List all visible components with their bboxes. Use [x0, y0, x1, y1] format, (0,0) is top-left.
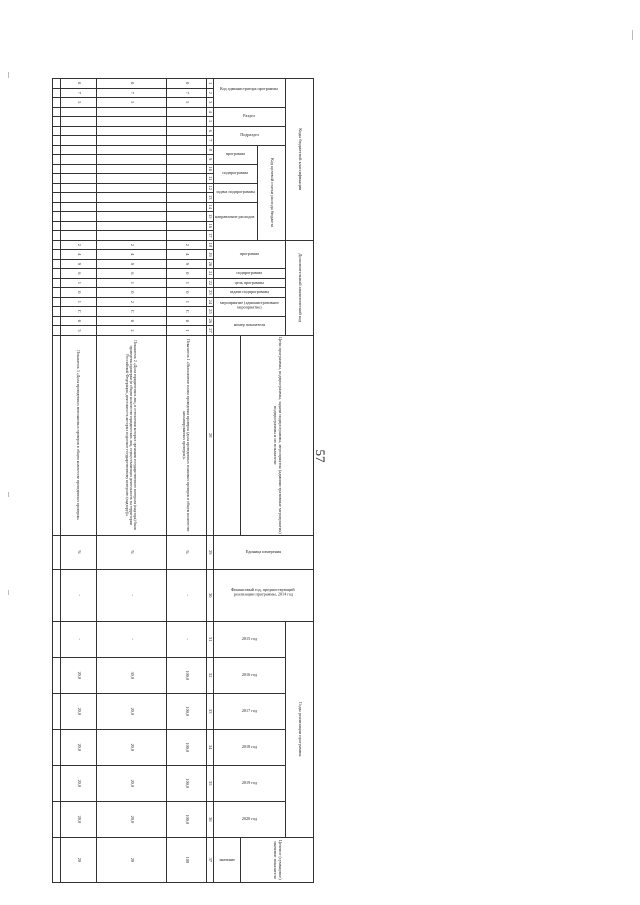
code-digit: 7 — [166, 88, 206, 98]
code-digit — [96, 164, 166, 174]
code-digit: 7 — [96, 88, 166, 98]
value-2020: 100,0 — [166, 801, 206, 837]
hdr-add-program: программа — [213, 240, 285, 269]
unit-cell: % — [60, 535, 96, 569]
table-frame — [76, 78, 314, 880]
code-digit: 0 — [96, 288, 166, 298]
empty-cell — [52, 250, 60, 260]
column-number: 4 — [206, 107, 213, 117]
unit-cell: % — [96, 535, 166, 569]
empty-cell — [52, 164, 60, 174]
code-digit — [96, 126, 166, 136]
column-number: 33 — [206, 693, 213, 729]
hdr-target-article: Код целевой статьи расхода бюджета — [258, 145, 286, 240]
code-digit — [60, 126, 96, 136]
column-number: 11 — [206, 174, 213, 184]
column-number: 24 — [206, 297, 213, 307]
column-number: 16 — [206, 221, 213, 231]
column-number: 13 — [206, 193, 213, 203]
empty-cell — [52, 278, 60, 288]
code-digit: 2 — [96, 240, 166, 250]
code-digit — [96, 117, 166, 127]
empty-cell — [52, 801, 60, 837]
code-digit — [166, 126, 206, 136]
hdr-direction: направление расходов — [213, 202, 257, 240]
column-number: 12 — [206, 183, 213, 193]
code-digit — [96, 193, 166, 203]
scan-speck — [8, 492, 9, 497]
empty-cell — [52, 98, 60, 108]
code-digit — [60, 117, 96, 127]
hdr-task-subprogram: задачи подпрограммы — [213, 288, 285, 298]
code-digit: 0 — [60, 288, 96, 298]
code-digit — [166, 136, 206, 146]
hdr-admin-code: Код администратора программы — [213, 79, 285, 108]
empty-cell — [52, 765, 60, 801]
code-digit: С — [96, 307, 166, 317]
empty-cell — [52, 183, 60, 193]
empty-cell — [52, 126, 60, 136]
empty-cell — [52, 569, 60, 621]
final-value-cell: 100 — [166, 837, 206, 882]
unit-cell: % — [166, 535, 206, 569]
code-digit — [60, 193, 96, 203]
hdr-task: задача подпрограммы — [213, 183, 257, 202]
column-number: 23 — [206, 288, 213, 298]
column-number: 31 — [206, 621, 213, 657]
column-number: 1 — [206, 79, 213, 89]
scan-speck — [632, 30, 633, 40]
value-2015: - — [166, 621, 206, 657]
code-digit — [166, 202, 206, 212]
empty-cell — [52, 693, 60, 729]
empty-cell — [52, 136, 60, 146]
column-number: 29 — [206, 535, 213, 569]
column-number: 37 — [206, 837, 213, 882]
hdr-additional-code: Дополнительный аналитический код — [286, 240, 314, 335]
empty-cell — [52, 174, 60, 184]
code-digit: 0 — [166, 79, 206, 89]
code-digit — [60, 212, 96, 222]
table-row — [60, 79, 96, 883]
column-number: 10 — [206, 164, 213, 174]
indicator-text: Показатель 1 «Выполнение плана проведения проверок (доля проведенных плановых проверок в общем количестве запланированных проверок)» — [166, 335, 206, 535]
code-digit: 0 — [60, 316, 96, 326]
code-digit — [166, 221, 206, 231]
column-number: 22 — [206, 278, 213, 288]
column-number: 8 — [206, 145, 213, 155]
column-number: 21 — [206, 269, 213, 279]
hdr-year-2017: 2017 год — [213, 693, 285, 729]
hdr-budget-class: Коды бюджетной классификации — [286, 79, 314, 241]
empty-cell — [52, 88, 60, 98]
table-row — [96, 79, 166, 883]
column-number: 30 — [206, 569, 213, 621]
code-digit: 0 — [60, 79, 96, 89]
code-digit: 9 — [96, 259, 166, 269]
final-value-cell: 20 — [96, 837, 166, 882]
column-number: 2 — [206, 88, 213, 98]
empty-cell — [52, 145, 60, 155]
code-digit — [60, 164, 96, 174]
code-digit — [166, 107, 206, 117]
hdr-year-2018: 2018 год — [213, 729, 285, 765]
base-year-cell: - — [96, 569, 166, 621]
empty-cell — [52, 269, 60, 279]
code-digit — [60, 107, 96, 117]
empty-cell — [52, 221, 60, 231]
code-digit — [60, 231, 96, 241]
indicator-text: Показатель 3 «Доля проведенных внеплановых проверок в общем количестве проведенных проверок» — [60, 335, 96, 535]
column-number: 32 — [206, 657, 213, 693]
hdr-subprogram: подпрограмма — [213, 164, 257, 183]
hdr-indicator-no: номер показателя — [213, 316, 285, 335]
code-digit — [166, 231, 206, 241]
hdr-year-2020: 2020 год — [213, 801, 285, 837]
hdr-final-title: Целевое (суммарное) значение показателя — [241, 837, 314, 882]
code-digit: 4 — [96, 250, 166, 260]
column-number: 25 — [206, 307, 213, 317]
hdr-measure: мероприятие (административное мероприятие) — [213, 297, 285, 316]
empty-cell — [52, 240, 60, 250]
code-digit: 4 — [166, 250, 206, 260]
code-digit — [166, 164, 206, 174]
code-digit: 5 — [166, 98, 206, 108]
hdr-section: Раздел — [213, 107, 285, 126]
code-digit: 6 — [96, 269, 166, 279]
scan-speck — [8, 590, 9, 595]
hdr-program: программа — [213, 145, 257, 164]
column-number: 28 — [206, 335, 213, 535]
code-digit: 2 — [96, 326, 166, 336]
value-2020: 20,0 — [60, 801, 96, 837]
code-digit: 1 — [166, 297, 206, 307]
empty-cell — [52, 259, 60, 269]
final-value-cell: 20 — [60, 837, 96, 882]
empty-cell — [52, 231, 60, 241]
code-digit — [166, 155, 206, 165]
base-year-cell: - — [166, 569, 206, 621]
empty-cell — [52, 335, 60, 535]
page-number: 57 — [313, 449, 328, 463]
base-year-cell: - — [60, 569, 96, 621]
empty-cell — [52, 288, 60, 298]
column-number: 9 — [206, 155, 213, 165]
column-number: 27 — [206, 326, 213, 336]
column-number: 17 — [206, 231, 213, 241]
empty-cell — [52, 117, 60, 127]
column-number-row — [206, 79, 213, 883]
code-digit: 0 — [96, 79, 166, 89]
empty-cell — [52, 837, 60, 882]
code-digit: 7 — [60, 88, 96, 98]
code-digit — [60, 183, 96, 193]
code-digit: 0 — [166, 288, 206, 298]
code-digit: С — [166, 307, 206, 317]
column-number: 5 — [206, 117, 213, 127]
empty-cell — [52, 316, 60, 326]
column-number: 19 — [206, 250, 213, 260]
empty-cell — [52, 297, 60, 307]
value-2017: 100,0 — [166, 693, 206, 729]
code-digit — [96, 221, 166, 231]
code-digit: 4 — [60, 250, 96, 260]
column-number: 15 — [206, 212, 213, 222]
column-number: 18 — [206, 240, 213, 250]
value-2015: - — [96, 621, 166, 657]
code-digit — [96, 145, 166, 155]
empty-cell — [52, 107, 60, 117]
code-digit: 3 — [60, 326, 96, 336]
code-digit: 1 — [60, 297, 96, 307]
code-digit — [166, 193, 206, 203]
empty-cell — [52, 307, 60, 317]
empty-cell — [52, 535, 60, 569]
code-digit: 9 — [166, 259, 206, 269]
indicator-table — [52, 78, 314, 883]
value-2018: 100,0 — [166, 729, 206, 765]
hdr-unit: Единица измерения — [213, 535, 313, 569]
hdr-goal-spacer — [213, 335, 240, 535]
code-digit: 1 — [96, 278, 166, 288]
code-digit — [60, 155, 96, 165]
code-digit: 1 — [166, 326, 206, 336]
column-number: 6 — [206, 126, 213, 136]
table-row — [52, 79, 60, 883]
value-2015: - — [60, 621, 96, 657]
column-number: 36 — [206, 801, 213, 837]
hdr-goal-title: Цели программы, подпрограммы, задачи подпрограммы, мероприятия (административные мероприятия) подпрограммы и их показатели — [241, 335, 314, 535]
code-digit: 9 — [60, 259, 96, 269]
value-2019: 20,0 — [60, 765, 96, 801]
code-digit — [96, 212, 166, 222]
code-digit — [96, 231, 166, 241]
empty-cell — [52, 155, 60, 165]
hdr-years-title: Годы реализации программы — [286, 621, 314, 837]
code-digit — [166, 174, 206, 184]
empty-cell — [52, 193, 60, 203]
value-2016: 20,0 — [60, 657, 96, 693]
code-digit — [166, 183, 206, 193]
code-digit: С — [60, 307, 96, 317]
hdr-subsection: Подраздел — [213, 126, 285, 145]
code-digit — [60, 202, 96, 212]
rotated-table — [76, 78, 314, 880]
code-digit: 5 — [96, 98, 166, 108]
value-2017: 20,0 — [60, 693, 96, 729]
code-digit — [96, 136, 166, 146]
column-number: 26 — [206, 316, 213, 326]
code-digit — [96, 183, 166, 193]
value-2019: 20,0 — [96, 765, 166, 801]
empty-cell — [52, 657, 60, 693]
column-number: 35 — [206, 765, 213, 801]
column-number: 7 — [206, 136, 213, 146]
hdr-year-2015: 2015 год — [213, 621, 285, 657]
value-2017: 20,0 — [96, 693, 166, 729]
empty-cell — [52, 621, 60, 657]
value-2016: 100,0 — [166, 657, 206, 693]
code-digit — [96, 107, 166, 117]
value-2019: 100,0 — [166, 765, 206, 801]
empty-cell — [52, 729, 60, 765]
hdr-fin-year: Финансовый год, предшествующий реализации программы, 2014 год — [213, 569, 313, 621]
code-digit: 2 — [166, 240, 206, 250]
code-digit — [96, 202, 166, 212]
code-digit — [96, 174, 166, 184]
empty-cell — [52, 326, 60, 336]
hdr-goal-program: цель программы — [213, 278, 285, 288]
code-digit: 1 — [60, 278, 96, 288]
empty-cell — [52, 202, 60, 212]
column-number: 34 — [206, 729, 213, 765]
code-digit — [96, 155, 166, 165]
code-digit: 6 — [60, 269, 96, 279]
column-number: 20 — [206, 259, 213, 269]
empty-cell — [52, 212, 60, 222]
code-digit — [60, 145, 96, 155]
value-2020: 20,0 — [96, 801, 166, 837]
code-digit: 2 — [96, 297, 166, 307]
column-number: 3 — [206, 98, 213, 108]
code-digit: 0 — [166, 269, 206, 279]
empty-cell — [52, 79, 60, 89]
code-digit — [166, 117, 206, 127]
value-2018: 20,0 — [96, 729, 166, 765]
column-number: 14 — [206, 202, 213, 212]
code-digit: 0 — [166, 316, 206, 326]
code-digit: 5 — [60, 98, 96, 108]
table-row — [166, 79, 206, 883]
code-digit — [60, 221, 96, 231]
hdr-final-value: значение — [213, 837, 240, 882]
hdr-add-subprogram: подпрограмма — [213, 269, 285, 279]
value-2018: 20,0 — [60, 729, 96, 765]
code-digit: 2 — [60, 240, 96, 250]
hdr-year-2016: 2016 год — [213, 657, 285, 693]
code-digit — [166, 212, 206, 222]
code-digit — [166, 145, 206, 155]
code-digit: 1 — [166, 278, 206, 288]
code-digit — [60, 174, 96, 184]
indicator-text: Показатель 2 «Доля юридических лиц, в отношении которых органами государственного контроля (надзора) были проведены проверки (в общем количестве юридических лиц, осуществляющих деятельность на территории Российской Федерации, деятельность которых подлежит государственному контролю (надзору))» — [96, 335, 166, 535]
hdr-year-2019: 2019 год — [213, 765, 285, 801]
code-digit: 0 — [96, 316, 166, 326]
code-digit — [60, 136, 96, 146]
scan-speck — [8, 72, 9, 78]
value-2016: 30,0 — [96, 657, 166, 693]
